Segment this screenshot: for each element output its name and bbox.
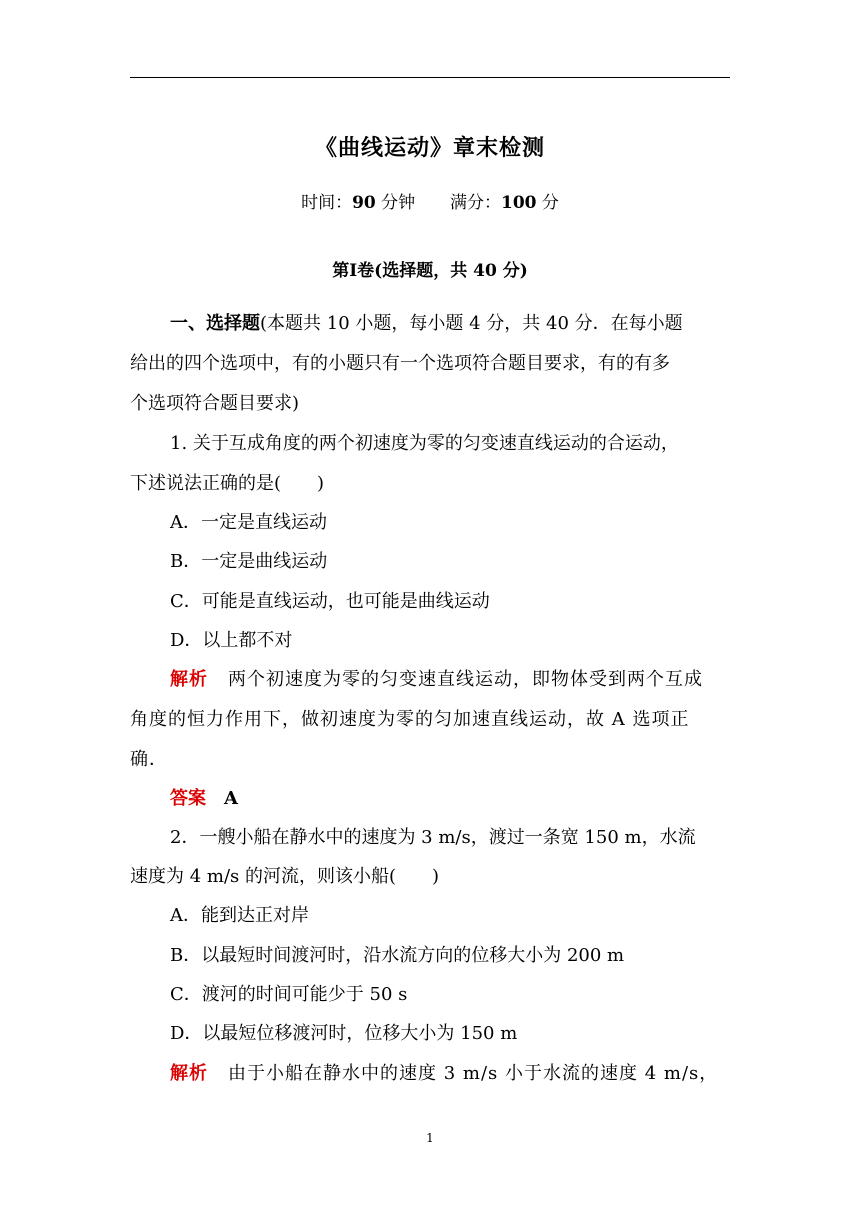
q1-analysis-text-1: 两个初速度为零的匀变速直线运动，即物体受到两个互成 <box>228 669 703 690</box>
q2-stem-line-2: 速度为 4 m/s 的河流，则该小船( ) <box>130 866 440 887</box>
q1-stem-line-2: 下述说法正确的是( ) <box>130 473 325 494</box>
time-unit: 分钟 <box>375 193 416 213</box>
q2-stem-line-1 <box>130 818 730 858</box>
time-label: 时间： <box>301 193 353 213</box>
q1-option-d: D．以上都不对 <box>170 630 293 651</box>
q1-analysis-line-2: 角度的恒力作用下，做初速度为零的匀加速直线运动，故 A 选项正 <box>130 709 690 730</box>
instructions-line-2: 给出的四个选项中，有的小题只有一个选项符合题目要求，有的有多 <box>130 353 670 374</box>
q1-answer <box>130 779 730 819</box>
exam-meta <box>0 188 860 213</box>
q1-analysis-line-1 <box>130 660 730 700</box>
q2-option-a: A．能到达正对岸 <box>170 905 309 926</box>
q2-analysis-text-1: 由于小船在静水中的速度 3 m/s 小于水流的速度 4 m/s， <box>228 1063 719 1084</box>
q1-analysis-line-3: 确． <box>130 749 168 770</box>
q1-analysis-label: 解析 <box>170 669 208 690</box>
q1-answer-value: A <box>224 788 238 809</box>
page-title: 《曲线运动》章末检测 <box>314 136 545 161</box>
page-number: 1 <box>426 1131 434 1145</box>
q2-option-d: D．以最短位移渡河时，位移大小为 150 m <box>170 1023 518 1044</box>
section-title: 第Ⅰ卷(选择题，共 40 分) <box>332 261 528 281</box>
q2-analysis-label: 解析 <box>170 1063 208 1084</box>
q1-stem-line-1 <box>130 424 730 464</box>
instructions-line-3: 个选项符合题目要求) <box>130 393 300 414</box>
q1-option-b: B．一定是曲线运动 <box>170 551 328 572</box>
time-value: 90 <box>352 193 376 213</box>
q2-option-b: B．以最短时间渡河时，沿水流方向的位移大小为 200 m <box>170 945 625 966</box>
score-value: 100 <box>500 193 537 213</box>
q1-stem-text-1: 1. 关于互成角度的两个初速度为零的匀变速直线运动的合运动， <box>170 433 679 454</box>
q1-option-c: C．可能是直线运动，也可能是曲线运动 <box>170 591 490 612</box>
score-label: 满分： <box>449 193 501 213</box>
header-rule <box>130 77 730 78</box>
instructions-line1-rest: (本题共 10 小题，每小题 4 分，共 40 分．在每小题 <box>260 313 683 334</box>
score-unit: 分 <box>536 193 559 213</box>
q2-option-c: C．渡河的时间可能少于 50 s <box>170 984 408 1005</box>
q1-option-a: A．一定是直线运动 <box>170 512 327 533</box>
instructions-line-1 <box>130 304 730 344</box>
q1-answer-label: 答案 <box>170 788 206 809</box>
q2-analysis-line-1 <box>130 1054 730 1094</box>
instructions-lead: 一、选择题 <box>170 313 260 334</box>
q2-stem-text-1: 2．一艘小船在静水中的速度为 3 m/s，渡过一条宽 150 m，水流 <box>170 827 696 848</box>
